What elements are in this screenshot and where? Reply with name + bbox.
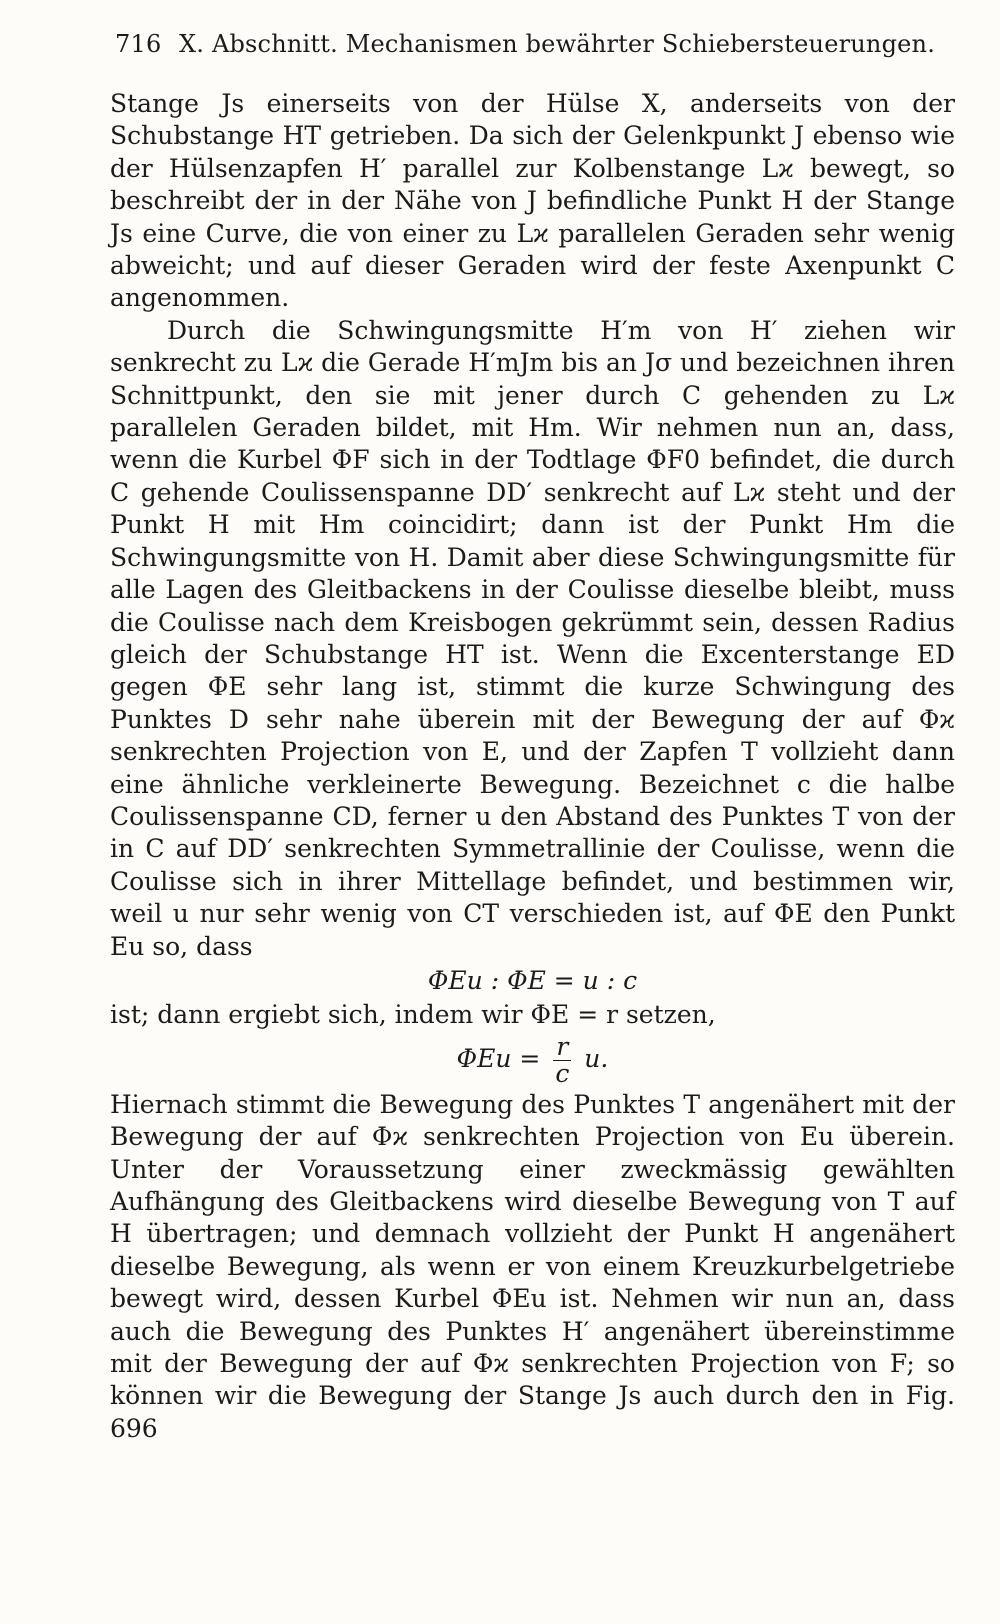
page-body: [110, 88, 955, 1445]
running-header: [115, 30, 936, 58]
paragraph-2: Durch die Schwingungsmitte H′m von H′ ziehen wir senkrecht zu Lϰ die Gerade H′mJm bis an Jσ und bezeichnen ihren Schnittpunkt, den sie mit jener durch C gehenden zu Lϰ parallelen Geraden bildet, mit Hm. Wir nehmen nun an, dass, wenn die Kurbel ΦF sich in der Todtlage ΦF0 befindet, die durch C gehende Coulissenspanne DD′ senkrecht auf Lϰ steht und der Punkt H mit Hm coincidirt; dann ist der Punkt Hm die Schwingungsmitte von H. Damit aber diese Schwingungsmitte für alle Lagen des Gleitbackens in der Coulisse dieselbe bleibt, muss die Coulisse nach dem Kreisbogen gekrümmt sein, dessen Radius gleich der Schubstange HT ist. Wenn die Excenterstange ED gegen ΦE sehr lang ist, stimmt die kurze Schwingung des Punktes D sehr nahe überein mit der Bewegung der auf Φϰ senkrechten Projection von E, und der Zapfen T vollzieht dann eine ähnliche verkleinerte Bewegung. Bezeichnet c die halbe Coulissenspanne CD, ferner u den Abstand des Punktes T von der in C auf DD′ senkrechten Symmetrallinie der Coulisse, wenn die Coulisse sich in ihrer Mittellage befindet, und bestimmen wir, weil u nur sehr wenig von CT verschieden ist, auf ΦE den Punkt Eu so, dass: [110, 315, 955, 961]
paragraph-4: Hiernach stimmt die Bewegung des Punktes T angenähert mit der Bewegung der auf Φϰ senkrechten Projection von Eu überein. Unter der Voraussetzung einer zweckmässig gewählten Aufhängung des Gleitbackens wird dieselbe Bewegung von T auf H übertragen; und demnach vollzieht der Punkt H angenähert dieselbe Bewegung, als wenn er von einem Kreuzkurbelgetriebe bewegt wird, dessen Kurbel ΦEu ist. Nehmen wir nun an, dass auch die Bewegung des Punktes H′ angenähert übereinstimme mit der Bewegung der auf Φϰ senkrechten Projection von F; so können wir die Bewegung der Stange Js auch durch den in Fig. 696: [110, 1089, 955, 1443]
paragraph-3: ist; dann ergiebt sich, indem wir ΦE = r setzen,: [110, 1000, 716, 1030]
running-title: X. Abschnitt. Mechanismen bewährter Schiebersteuerungen.: [179, 30, 936, 58]
formula-proportion: ΦEu : ΦE = u : c: [427, 965, 638, 995]
formula-result-rhs: u.: [584, 1043, 609, 1073]
paragraph-1: Stange Js einerseits von der Hülse X, anderseits von der Schubstange HT getrieben. Da sich der Gelenkpunkt J ebenso wie der Hülsenzapfen H′ parallel zur Kolbenstange Lϰ bewegt, so beschreibt der in der Nähe von J befindliche Punkt H der Stange Js eine Curve, die von einer zu Lϰ parallelen Geraden sehr wenig abweicht; und auf dieser Geraden wird der feste Axenpunkt C angenommen.: [110, 89, 955, 313]
formula-result: [110, 1031, 955, 1088]
page-number: 716: [115, 30, 162, 58]
fraction-numerator: r: [553, 1034, 571, 1061]
formula-result-lhs: ΦEu =: [456, 1043, 541, 1073]
fraction: [552, 1031, 572, 1088]
fraction-denominator: c: [555, 1058, 570, 1088]
